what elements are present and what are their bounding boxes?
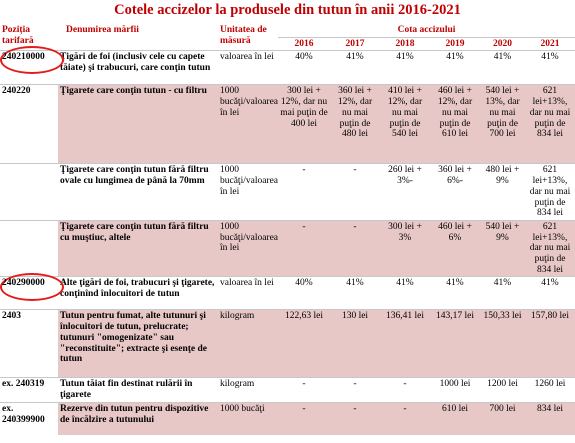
rate-cell: - [330,378,380,402]
table-row [0,277,575,310]
rate-cell: 1000 lei [430,378,480,402]
unit-of-measure: valoarea în lei [218,51,278,85]
header-year: 2016 [278,37,330,51]
rate-cell: 41% [480,277,525,310]
rate-cell: 41% [525,51,575,85]
product-name: Rezerve din tutun pentru dispozitive de încălzire a tutunului [58,402,218,435]
rate-cell: - [380,378,430,402]
table-row [0,402,575,435]
table-row [0,378,575,402]
rate-cell: 41% [480,51,525,85]
excise-table [0,24,575,435]
rate-cell: - [330,402,380,435]
rate-cell: 41% [380,277,430,310]
rate-cell: 41% [380,51,430,85]
table-row [0,310,575,378]
rate-cell: 540 lei + 13%, dar nu mai puţin de 700 lei [480,85,525,164]
table-row [0,51,575,85]
rate-cell: - [380,402,430,435]
table-row [0,220,575,277]
rate-cell: 1260 lei [525,378,575,402]
unit-of-measure: kilogram [218,310,278,378]
rate-cell: - [330,164,380,221]
unit-of-measure: 1000 bucăţi/valoarea în lei [218,164,278,221]
rate-cell: 130 lei [330,310,380,378]
rate-cell: 360 lei + 6%- [430,164,480,221]
rate-cell: - [278,164,330,221]
unit-of-measure: valoarea în lei [218,277,278,310]
rate-cell: 41% [330,277,380,310]
rate-cell: 122,63 lei [278,310,330,378]
header-year: 2020 [480,37,525,51]
product-name: Tutun pentru fumat, alte tutunuri şi înlocuitori de tutun, prelucrate; tutunuri "omogenizate" sau "reconstituite"; extracte şi esenţe de tutun [58,310,218,378]
header-quota: Cota accizului [278,24,575,37]
header-year: 2019 [430,37,480,51]
header-unit: Unitatea de măsură [218,24,278,51]
header-year: 2017 [330,37,380,51]
tariff-position: ex. 240399900 [0,402,58,435]
rate-cell: 41% [525,277,575,310]
rate-cell: 621 lei+13%, dar nu mai puţin de 834 lei [525,85,575,164]
rate-cell: 40% [278,277,330,310]
product-name: Alte ţigări de foi, trabucuri şi ţigarete, conţinînd înlocuitori de tutun [58,277,218,310]
rate-cell: 40% [278,51,330,85]
rate-cell: 300 lei + 12%, dar nu mai puţin de 400 lei [278,85,330,164]
rate-cell: 143,17 lei [430,310,480,378]
header-year: 2021 [525,37,575,51]
rate-cell: 460 lei + 6% [430,220,480,277]
product-name: Tutun tăiat fin destinat rulării în ţigarete [58,378,218,402]
rate-cell: 621 lei+13%, dar nu mai puţin de 834 lei [525,164,575,221]
tariff-position: 240290000 [0,277,58,310]
rate-cell: 150,33 lei [480,310,525,378]
header-position: Poziția tarifară [0,24,58,51]
rate-cell: 621 lei+13%, dar nu mai puţin de 834 lei [525,220,575,277]
rate-cell: 157,80 lei [525,310,575,378]
tariff-position: ex. 240319 [0,378,58,402]
header-year: 2018 [380,37,430,51]
tariff-position [0,220,58,277]
rate-cell: 610 lei [430,402,480,435]
rate-cell: 41% [430,277,480,310]
table-row [0,85,575,164]
rate-cell: 300 lei + 3% [380,220,430,277]
rate-cell: 540 lei + 9% [480,220,525,277]
rate-cell: 41% [430,51,480,85]
table-row [0,164,575,221]
rate-cell: - [278,402,330,435]
rate-cell: - [330,220,380,277]
tariff-position: 240220 [0,85,58,164]
rate-cell: 460 lei + 12%, dar nu mai puţin de 610 lei [430,85,480,164]
rate-cell: 41% [330,51,380,85]
tariff-position: 2403 [0,310,58,378]
rate-cell: 260 lei + 3%- [380,164,430,221]
unit-of-measure: kilogram [218,378,278,402]
rate-cell: 834 lei [525,402,575,435]
rate-cell: 136,41 lei [380,310,430,378]
rate-cell: 700 lei [480,402,525,435]
unit-of-measure: 1000 bucăţi/valoarea în lei [218,85,278,164]
product-name: Ţigarete care conţin tutun fără filtru ovale cu lungimea de până la 70mm [58,164,218,221]
rate-cell: 410 lei + 12%, dar nu mai puţin de 540 lei [380,85,430,164]
rate-cell: 480 lei + 9% [480,164,525,221]
unit-of-measure: 1000 bucăţi [218,402,278,435]
rate-cell: - [278,378,330,402]
rate-cell: 1200 lei [480,378,525,402]
tariff-position [0,164,58,221]
page-title: Cotele accizelor la produsele din tutun în anii 2016-2021 [114,2,461,18]
product-name: Ţigarete care conţin tutun - cu filtru [58,85,218,164]
header-name: Denumirea mărfii [58,24,218,51]
product-name: Ţigări de foi (inclusiv cele cu capete tăiate) şi trabucuri, care conţin tutun [58,51,218,85]
unit-of-measure: 1000 bucăţi/valoarea în lei [218,220,278,277]
rate-cell: - [278,220,330,277]
rate-cell: 360 lei + 12%, dar nu mai puţin de 480 lei [330,85,380,164]
product-name: Ţigarete care conţin tutun fără filtru cu muştiuc, altele [58,220,218,277]
tariff-position: 240210000 [0,51,58,85]
